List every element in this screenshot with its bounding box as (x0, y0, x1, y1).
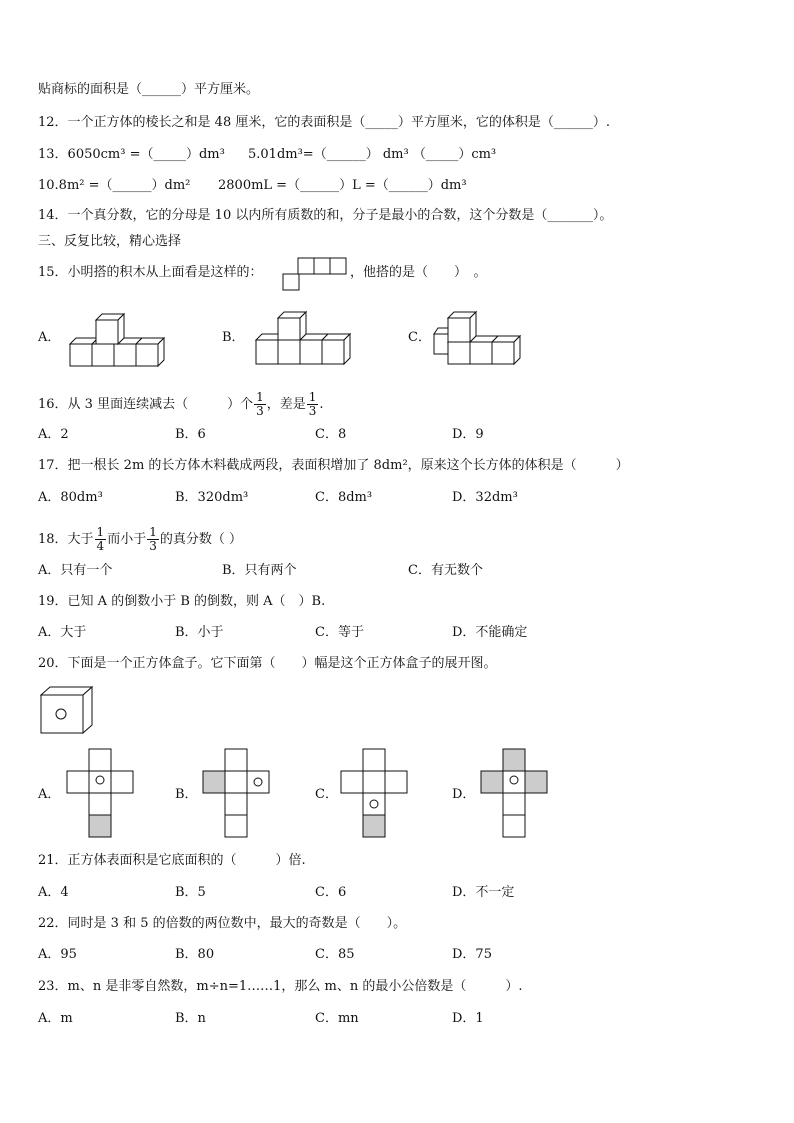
fraction-denominator: 4 (96, 539, 105, 553)
q16-prefix (38, 391, 324, 418)
q16-option-b[interactable]: B．6 (175, 427, 206, 442)
q20-text: 20．下面是一个正方体盒子。它下面第（ ）幅是这个正方体盒子的展开图。 (38, 656, 497, 671)
q17-option-b[interactable]: B．320dm³ (175, 490, 249, 505)
q15-option-b[interactable]: B． (222, 330, 245, 345)
q16-text-start: 16．从 3 里面连续减去（ ）个 (38, 397, 254, 412)
q21-option-d[interactable]: D．不一定 (452, 885, 515, 900)
q15-option-c-blocks (432, 310, 528, 368)
q20-cube-box-figure (40, 686, 94, 734)
fraction-denominator: 3 (308, 404, 317, 418)
q20-option-a-net (66, 748, 134, 838)
q15-option-a-blocks (68, 312, 168, 368)
q16-text-end: . (319, 397, 324, 412)
q19-option-c[interactable]: C．等于 (315, 625, 364, 640)
q20-option-c[interactable]: C． (315, 787, 338, 802)
q23-option-c[interactable]: C．mn (315, 1011, 359, 1026)
q20-option-b[interactable]: B． (175, 787, 198, 802)
q20-option-a[interactable]: A． (38, 787, 61, 802)
q16-fraction-one-third (254, 391, 266, 418)
q18-option-c[interactable]: C．有无数个 (408, 563, 483, 578)
q22-option-b[interactable]: B．80 (175, 947, 215, 962)
q18-text-start: 18．大于 (38, 532, 94, 547)
q18-option-a[interactable]: A．只有一个 (38, 563, 113, 578)
fraction-numerator: 1 (149, 525, 157, 539)
q11-tail: 贴商标的面积是（______）平方厘米。 (38, 82, 260, 97)
q23-option-a[interactable]: A．m (38, 1011, 73, 1026)
q12-text: 12．一个正方体的棱长之和是 48 厘米，它的表面积是（_____）平方厘米，它的体积是（______）. (38, 115, 610, 130)
section-3-heading: 三、反复比较，精心选择 (38, 234, 182, 249)
q14-text: 14．一个真分数，它的分母是 10 以内所有质数的和，分子是最小的合数，这个分数是（_______）。 (38, 208, 613, 223)
q18-text-end: 的真分数（ ） (159, 532, 242, 547)
q17-text: 17．把一根长 2m 的长方体木料截成两段，表面积增加了 8dm²，原来这个长方体的体积是（ ） (38, 458, 629, 473)
q15-prefix: 15．小明搭的积木从上面看是这样的： (38, 265, 263, 280)
q18-text-mid: 而小于 (107, 532, 147, 547)
q15-suffix: ，他搭的是（ ） 。 (350, 265, 487, 280)
q18-option-b[interactable]: B．只有两个 (222, 563, 297, 578)
q22-text: 22．同时是 3 和 5 的倍数的两位数中，最大的奇数是（ ）。 (38, 916, 407, 931)
q13-part-b: 5.01dm³=（______） dm³ （_____）cm³ (248, 147, 497, 162)
q17-option-a[interactable]: A．80dm³ (38, 490, 103, 505)
fraction-numerator: 1 (96, 525, 105, 539)
q17-option-c[interactable]: C．8dm³ (315, 490, 373, 505)
q15-option-b-blocks (254, 310, 354, 368)
q16-option-a[interactable]: A．2 (38, 427, 69, 442)
q16-option-d[interactable]: D．9 (452, 427, 484, 442)
q22-option-a[interactable]: A．95 (38, 947, 77, 962)
q21-option-c[interactable]: C．6 (315, 885, 347, 900)
fraction-denominator: 3 (149, 539, 157, 553)
q13-part-d: 2800mL =（______）L =（______）dm³ (218, 178, 467, 193)
q19-option-a[interactable]: A．大于 (38, 625, 87, 640)
q16-text-mid: ，差是 (266, 397, 306, 412)
q18-fraction-one-fourth (95, 526, 107, 553)
q15-top-view-figure (282, 257, 348, 291)
q16-fraction-one-third-result (307, 391, 319, 418)
fraction-numerator: 1 (256, 390, 264, 404)
q17-option-d[interactable]: D．32dm³ (452, 490, 518, 505)
q19-text: 19．已知 A 的倒数小于 B 的倒数，则 A（ ）B. (38, 594, 326, 609)
q15-option-c[interactable]: C． (408, 330, 431, 345)
q19-option-d[interactable]: D．不能确定 (452, 625, 528, 640)
q16-option-c[interactable]: C．8 (315, 427, 347, 442)
q18-text (38, 526, 242, 553)
q22-option-d[interactable]: D．75 (452, 947, 492, 962)
fraction-numerator: 1 (308, 390, 317, 404)
q21-option-b[interactable]: B．5 (175, 885, 206, 900)
q22-option-c[interactable]: C．85 (315, 947, 355, 962)
q18-fraction-one-third (147, 526, 159, 553)
q13-part-c: 10.8m² =（______）dm² (38, 178, 191, 193)
q20-option-c-net (340, 748, 408, 838)
q19-option-b[interactable]: B．小于 (175, 625, 224, 640)
q20-option-d-net (480, 748, 548, 838)
fraction-denominator: 3 (256, 404, 264, 418)
q20-option-b-net (202, 748, 270, 838)
q21-text: 21．正方体表面积是它底面积的（ ）倍. (38, 853, 306, 868)
q20-option-d[interactable]: D． (452, 787, 476, 802)
q23-option-d[interactable]: D．1 (452, 1011, 484, 1026)
q23-text: 23．m、n 是非零自然数，m÷n=1……1，那么 m、n 的最小公倍数是（ ）. (38, 979, 523, 994)
q15-option-a[interactable]: A． (38, 330, 61, 345)
q21-option-a[interactable]: A．4 (38, 885, 69, 900)
q23-option-b[interactable]: B．n (175, 1011, 206, 1026)
q13-part-a: 13．6050cm³ =（_____）dm³ (38, 147, 225, 162)
